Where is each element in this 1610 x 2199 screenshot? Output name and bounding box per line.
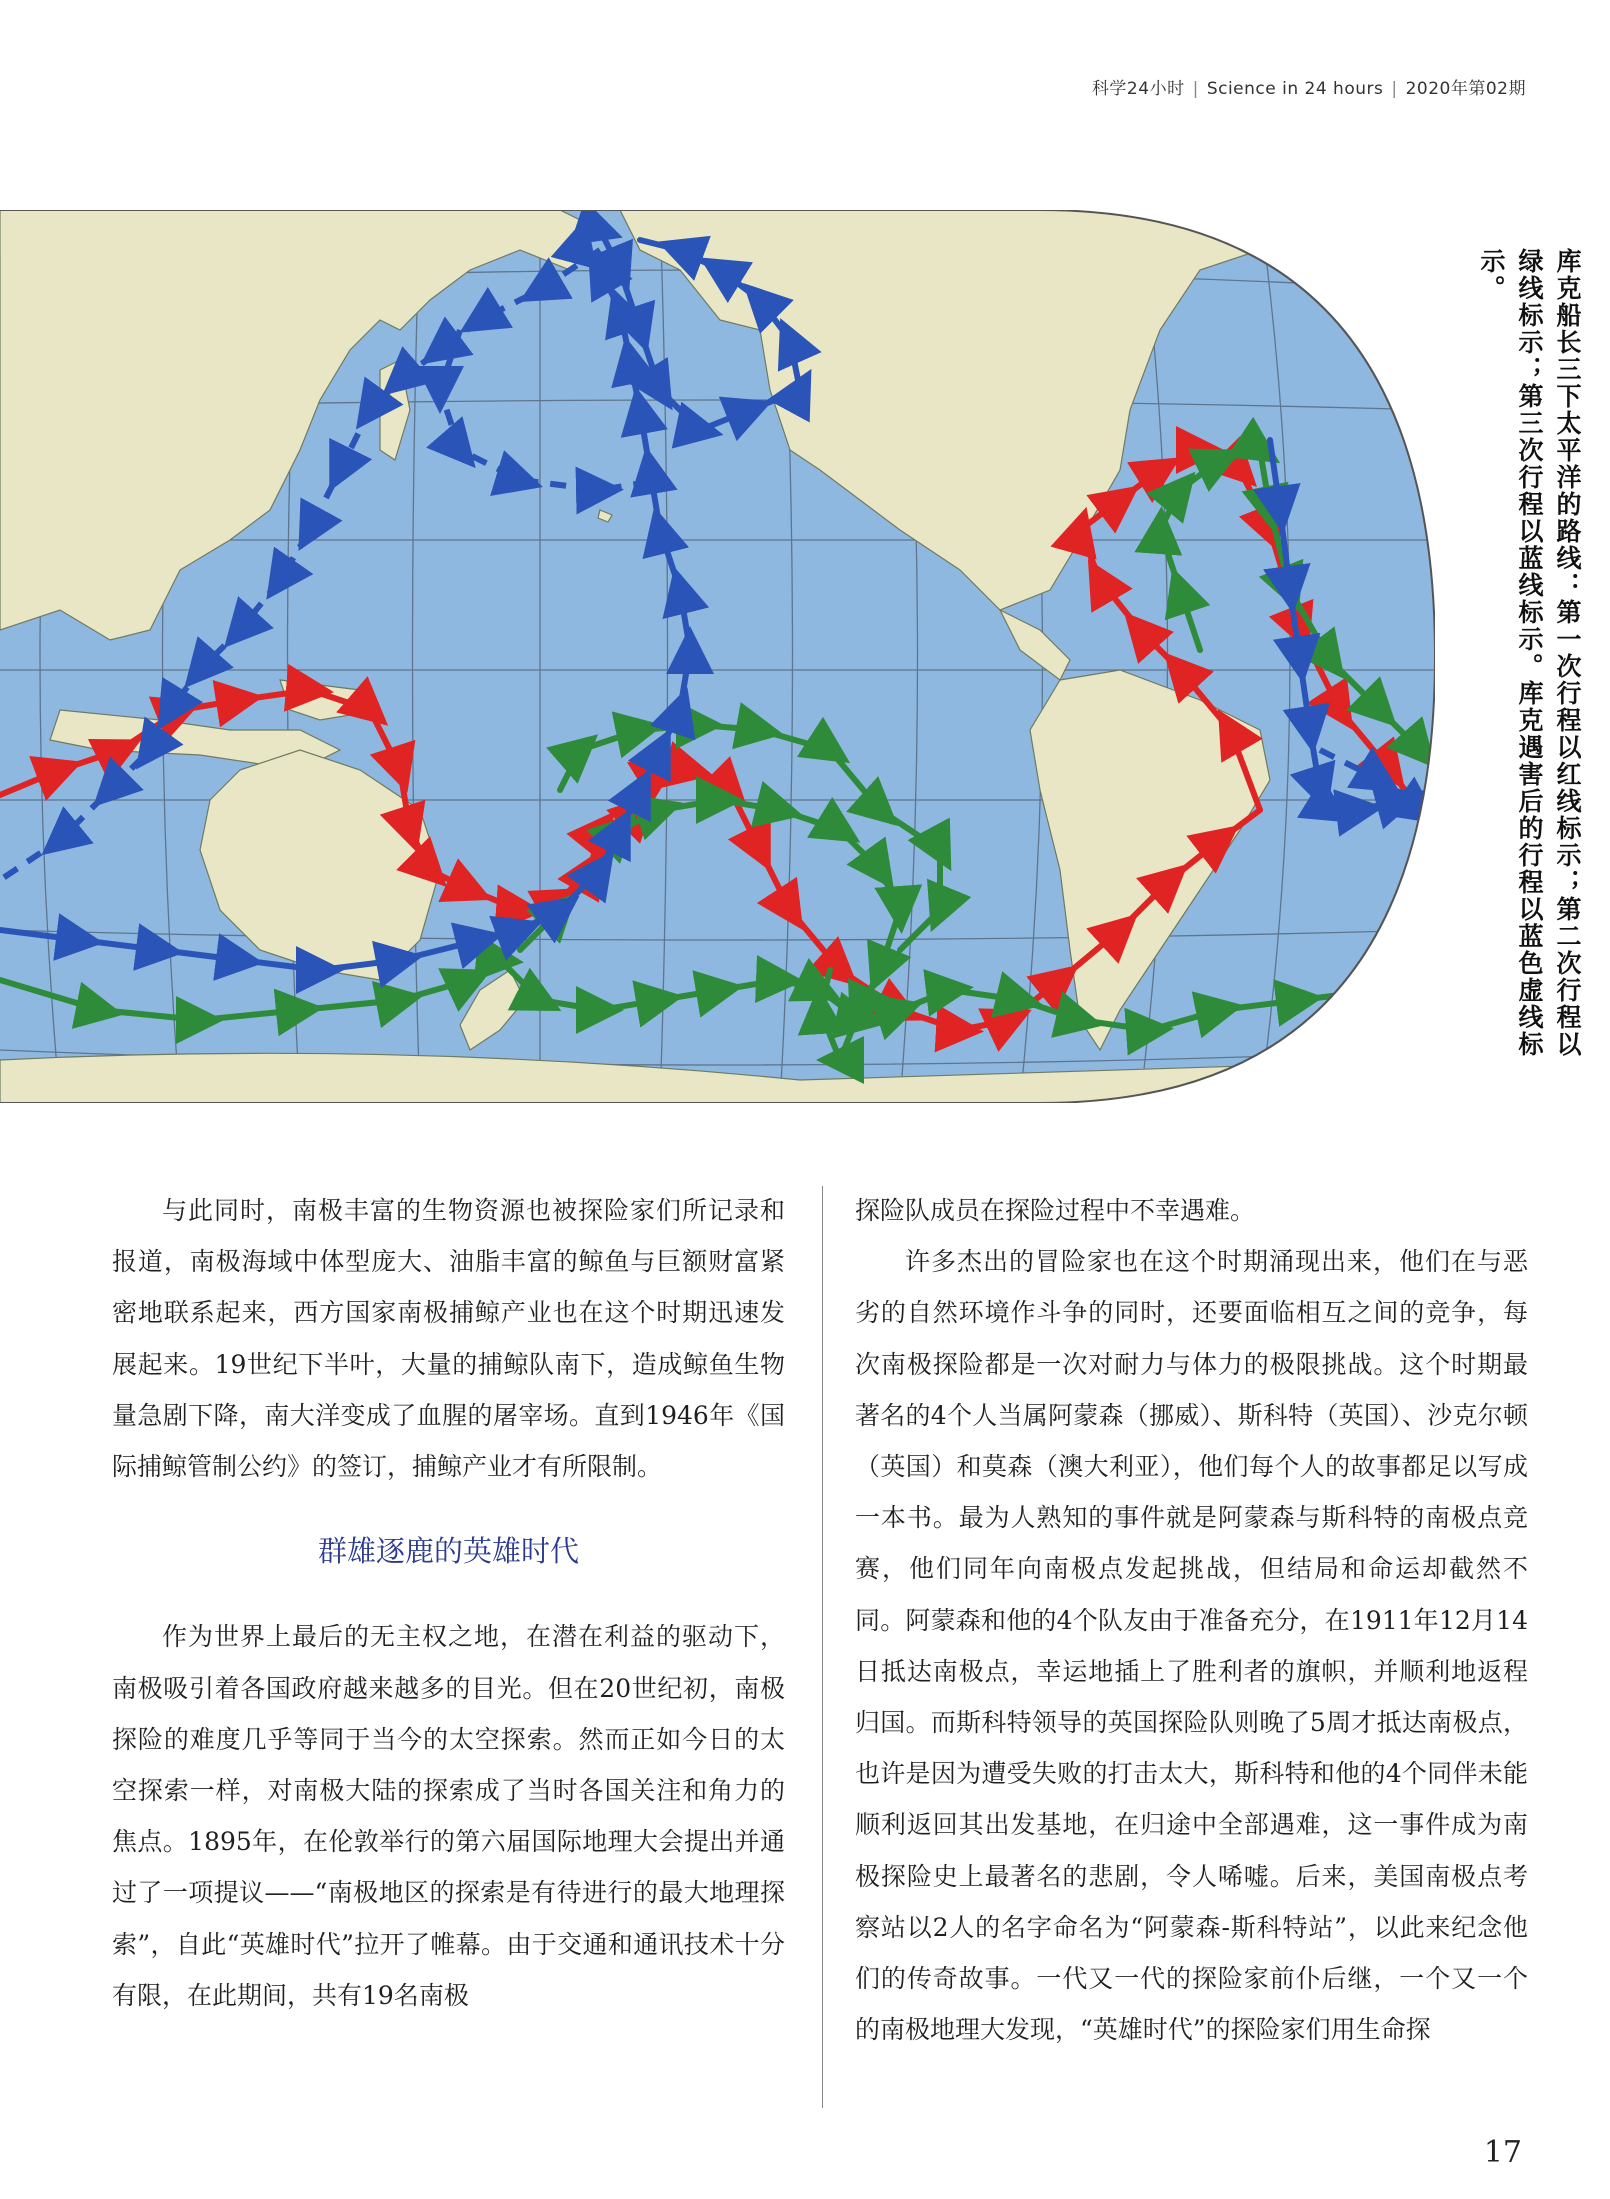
journal-english-name: Science in 24 hours xyxy=(1206,79,1384,99)
right-column xyxy=(855,1185,1528,2055)
paragraph-continued: 探险队成员在探险过程中不幸遇难。 xyxy=(855,1196,1256,1225)
journal-name: 科学24小时 xyxy=(1091,79,1185,99)
header-separator: | xyxy=(1192,79,1199,99)
header-separator: | xyxy=(1391,79,1398,99)
paragraph: 许多杰出的冒险家也在这个时期涌现出来，他们在与恶劣的自然环境作斗争的同时，还要面临相互之间的竞争，每次南极探险都是一次对耐力与体力的极限挑战。这个时期最著名的4个人当属阿蒙森（挪威）、斯科特（英国）、沙克尔顿（英国）和莫森（澳大利亚），他们每个人的故事都足以写成一本书。最为人熟知的事件就是阿蒙森与斯科特的南极点竞赛，他们同年向南极点发起挑战，但结局和命运却截然不同。阿蒙森和他的4个队友由于准备充分，在1911年12月14日抵达南极点，幸运地插上了胜利者的旗帜，并顺利地返程归国。而斯科特领导的英国探险队则晚了5周才抵达南极点，也许是因为遭受失败的打击太大，斯科特和他的4个同伴未能顺利返回其出发基地，在归途中全部遇难，这一事件成为南极探险史上最著名的悲剧，令人唏嘘。后来，美国南极点考察站以2人的名字命名为“阿蒙森-斯科特站”，以此来纪念他们的传奇故事。一代又一代的探险家前仆后继，一个又一个的南极地理大发现，“英雄时代”的探险家们用生命探 xyxy=(855,1247,1528,2045)
left-column xyxy=(112,1185,785,2021)
voyage-map-svg xyxy=(0,210,1435,1103)
paragraph: 与此同时，南极丰富的生物资源也被探险家们所记录和报道，南极海域中体型庞大、油脂丰富的鲸鱼与巨额财富紧密地联系起来，西方国家南极捕鲸产业也在这个时期迅速发展起来。19世纪下半叶，大量的捕鲸队南下，造成鲸鱼生物量急剧下降，南大洋变成了血腥的屠宰场。直到1946年《国际捕鲸管制公约》的签订，捕鲸产业才有所限制。 xyxy=(112,1196,785,1482)
map-caption: 库克船长三下太平洋的路线：第一次行程以红线标示；第二次行程以绿线标示；第三次行程以蓝线标示。库克遇害后的行程以蓝色虚线标示。 xyxy=(1477,248,1582,1058)
section-heading: 群雄逐鹿的英雄时代 xyxy=(317,1534,579,1569)
paragraph: 作为世界上最后的无主权之地，在潜在利益的驱动下，南极吸引着各国政府越来越多的目光。但在20世纪初，南极探险的难度几乎等同于当今的太空探索。然而正如今日的太空探索一样，对南极大陆的探索成了当时各国关注和角力的焦点。1895年，在伦敦举行的第六届国际地理大会提出并通过了一项提议——“南极地区的探索是有待进行的最大地理探索”，自此“英雄时代”拉开了帷幕。由于交通和通讯技术十分有限，在此期间，共有19名南极 xyxy=(112,1622,785,2010)
issue-number: 2020年第02期 xyxy=(1405,79,1526,99)
column-divider xyxy=(822,1186,823,2108)
page-number: 17 xyxy=(1483,2135,1522,2170)
voyage-map xyxy=(0,210,1435,1103)
page-header xyxy=(1092,74,1526,99)
